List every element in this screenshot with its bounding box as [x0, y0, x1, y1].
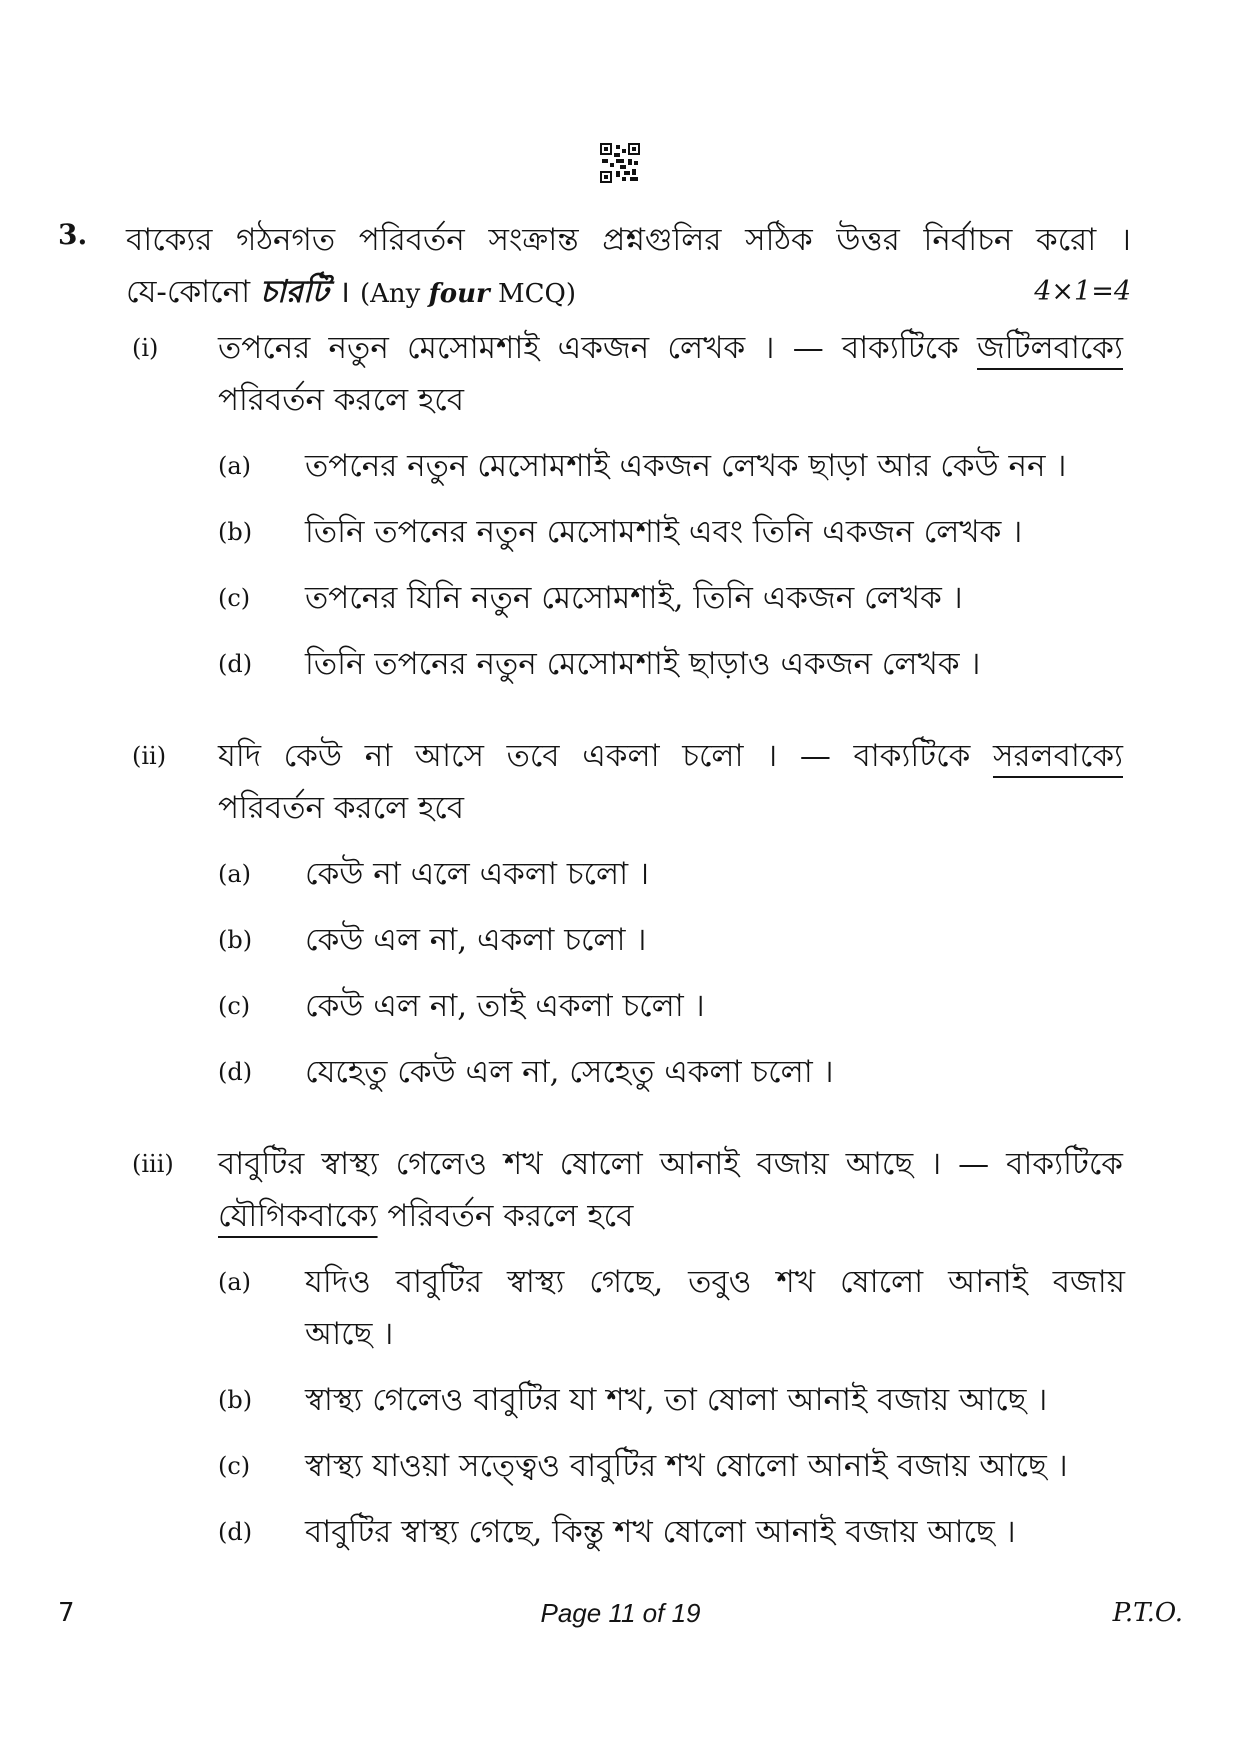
- pto-label: P.T.O.: [1112, 1598, 1183, 1628]
- subquestion-stem: [218, 1138, 1123, 1242]
- instruction-line-2-left: [126, 266, 576, 320]
- option-text: [305, 1256, 1125, 1360]
- options-list: [218, 848, 1132, 1098]
- option-b: [218, 1374, 1132, 1426]
- instruction-line-1: বাক্যের গঠনগত পরিবর্তন সংক্রান্ত প্রশ্নগুলির সঠিক উত্তর নির্বাচন করো ।: [126, 222, 1131, 258]
- option-d: [218, 1046, 1132, 1098]
- option-c: [218, 980, 1132, 1032]
- stem-underlined: যৌগিকবাক্যে: [218, 1198, 378, 1234]
- option-c: [218, 572, 1132, 624]
- option-letter: (d): [218, 650, 253, 678]
- instruction-separator: ।: [328, 274, 360, 310]
- stem-end: পরিবর্তন করলে হবে: [218, 790, 464, 826]
- instruction-english: [360, 279, 576, 309]
- option-text: তিনি তপনের নতুন মেসোমশাই এবং তিনি একজন লেখক ।: [305, 514, 1023, 550]
- paper-code: 7: [58, 1598, 75, 1628]
- option-letter: (c): [218, 584, 251, 612]
- stem-text: যদি কেউ না আসে তবে একলা চলো । — বাক্যটিকে: [218, 738, 993, 774]
- question-instruction: [126, 214, 1131, 320]
- subquestion-stem: [218, 730, 1123, 834]
- option-text: স্বাস্থ্য যাওয়া সত্ত্বেও বাবুটির শখ ষোলো আনাই বজায় আছে ।: [305, 1448, 1068, 1484]
- option-b: [218, 914, 1132, 966]
- option-letter: (c): [218, 1452, 251, 1480]
- qr-code-icon: [600, 143, 640, 183]
- marks-label: 4×1=4: [1034, 276, 1131, 307]
- subquestion-i: [132, 322, 1132, 704]
- question-number: 3.: [58, 218, 88, 251]
- subquestion-iii: [132, 1138, 1132, 1572]
- option-letter: (b): [218, 518, 253, 546]
- stem-text: বাবুটির স্বাস্থ্য গেলেও শখ ষোলো আনাই বজায় আছে । — বাক্যটিকে: [218, 1146, 1123, 1182]
- option-a: [218, 440, 1132, 492]
- page-number: Page 11 of 19: [540, 1598, 701, 1628]
- option-letter: (a): [218, 860, 252, 888]
- subquestion-stem: [218, 322, 1123, 426]
- subquestion-label: (i): [132, 334, 159, 362]
- option-text: তিনি তপনের নতুন মেসোমশাই ছাড়াও একজন লেখক ।: [305, 646, 981, 682]
- options-list: [218, 440, 1132, 690]
- subquestion-ii: [132, 730, 1132, 1112]
- option-a: [218, 848, 1132, 900]
- option-d: [218, 1506, 1132, 1558]
- option-a: [218, 1256, 1132, 1360]
- option-text: তপনের যিনি নতুন মেসোমশাই, তিনি একজন লেখক ।: [305, 580, 963, 616]
- stem-text: তপনের নতুন মেসোমশাই একজন লেখক । — বাক্যটিকে: [218, 330, 978, 366]
- option-text: বাবুটির স্বাস্থ্য গেছে, কিন্তু শখ ষোলো আনাই বজায় আছে ।: [305, 1514, 1016, 1550]
- option-letter: (a): [218, 452, 252, 480]
- english-prefix: (Any: [359, 279, 429, 309]
- instruction-prefix: যে-কোনো: [126, 274, 260, 310]
- option-letter: (b): [218, 926, 253, 954]
- option-text: কেউ এল না, তাই একলা চলো ।: [305, 988, 705, 1024]
- option-c: [218, 1440, 1132, 1492]
- option-letter: (d): [218, 1058, 253, 1086]
- option-b: [218, 506, 1132, 558]
- instruction-line-2: [126, 266, 1131, 320]
- subquestion-label: (ii): [132, 742, 167, 770]
- stem-end: পরিবর্তন করলে হবে: [218, 382, 464, 418]
- stem-underlined: সরলবাক্যে: [992, 738, 1123, 774]
- option-text: কেউ এল না, একলা চলো ।: [305, 922, 647, 958]
- option-letter: (b): [218, 1386, 253, 1414]
- option-text-line-2: আছে ।: [305, 1316, 394, 1352]
- instruction-bold: চারটি: [259, 274, 329, 310]
- option-d: [218, 638, 1132, 690]
- english-suffix: MCQ): [489, 279, 576, 309]
- subquestion-label: (iii): [132, 1150, 174, 1178]
- option-text: তপনের নতুন মেসোমশাই একজন লেখক ছাড়া আর কেউ নন ।: [305, 448, 1067, 484]
- stem-end: পরিবর্তন করলে হবে: [377, 1198, 634, 1234]
- option-text: কেউ না এলে একলা চলো ।: [305, 856, 650, 892]
- stem-underlined: জটিলবাক্যে: [977, 330, 1123, 366]
- option-text: যেহেতু কেউ এল না, সেহেতু একলা চলো ।: [305, 1054, 834, 1090]
- option-text-line-1: যদিও বাবুটির স্বাস্থ্য গেছে, তবুও শখ ষোলো আনাই বজায়: [305, 1264, 1125, 1300]
- option-letter: (a): [218, 1268, 252, 1296]
- english-bold: four: [428, 279, 490, 309]
- option-letter: (c): [218, 992, 251, 1020]
- option-letter: (d): [218, 1518, 253, 1546]
- option-text: স্বাস্থ্য গেলেও বাবুটির যা শখ, তা ষোলা আনাই বজায় আছে ।: [305, 1382, 1048, 1418]
- options-list: [218, 1256, 1132, 1558]
